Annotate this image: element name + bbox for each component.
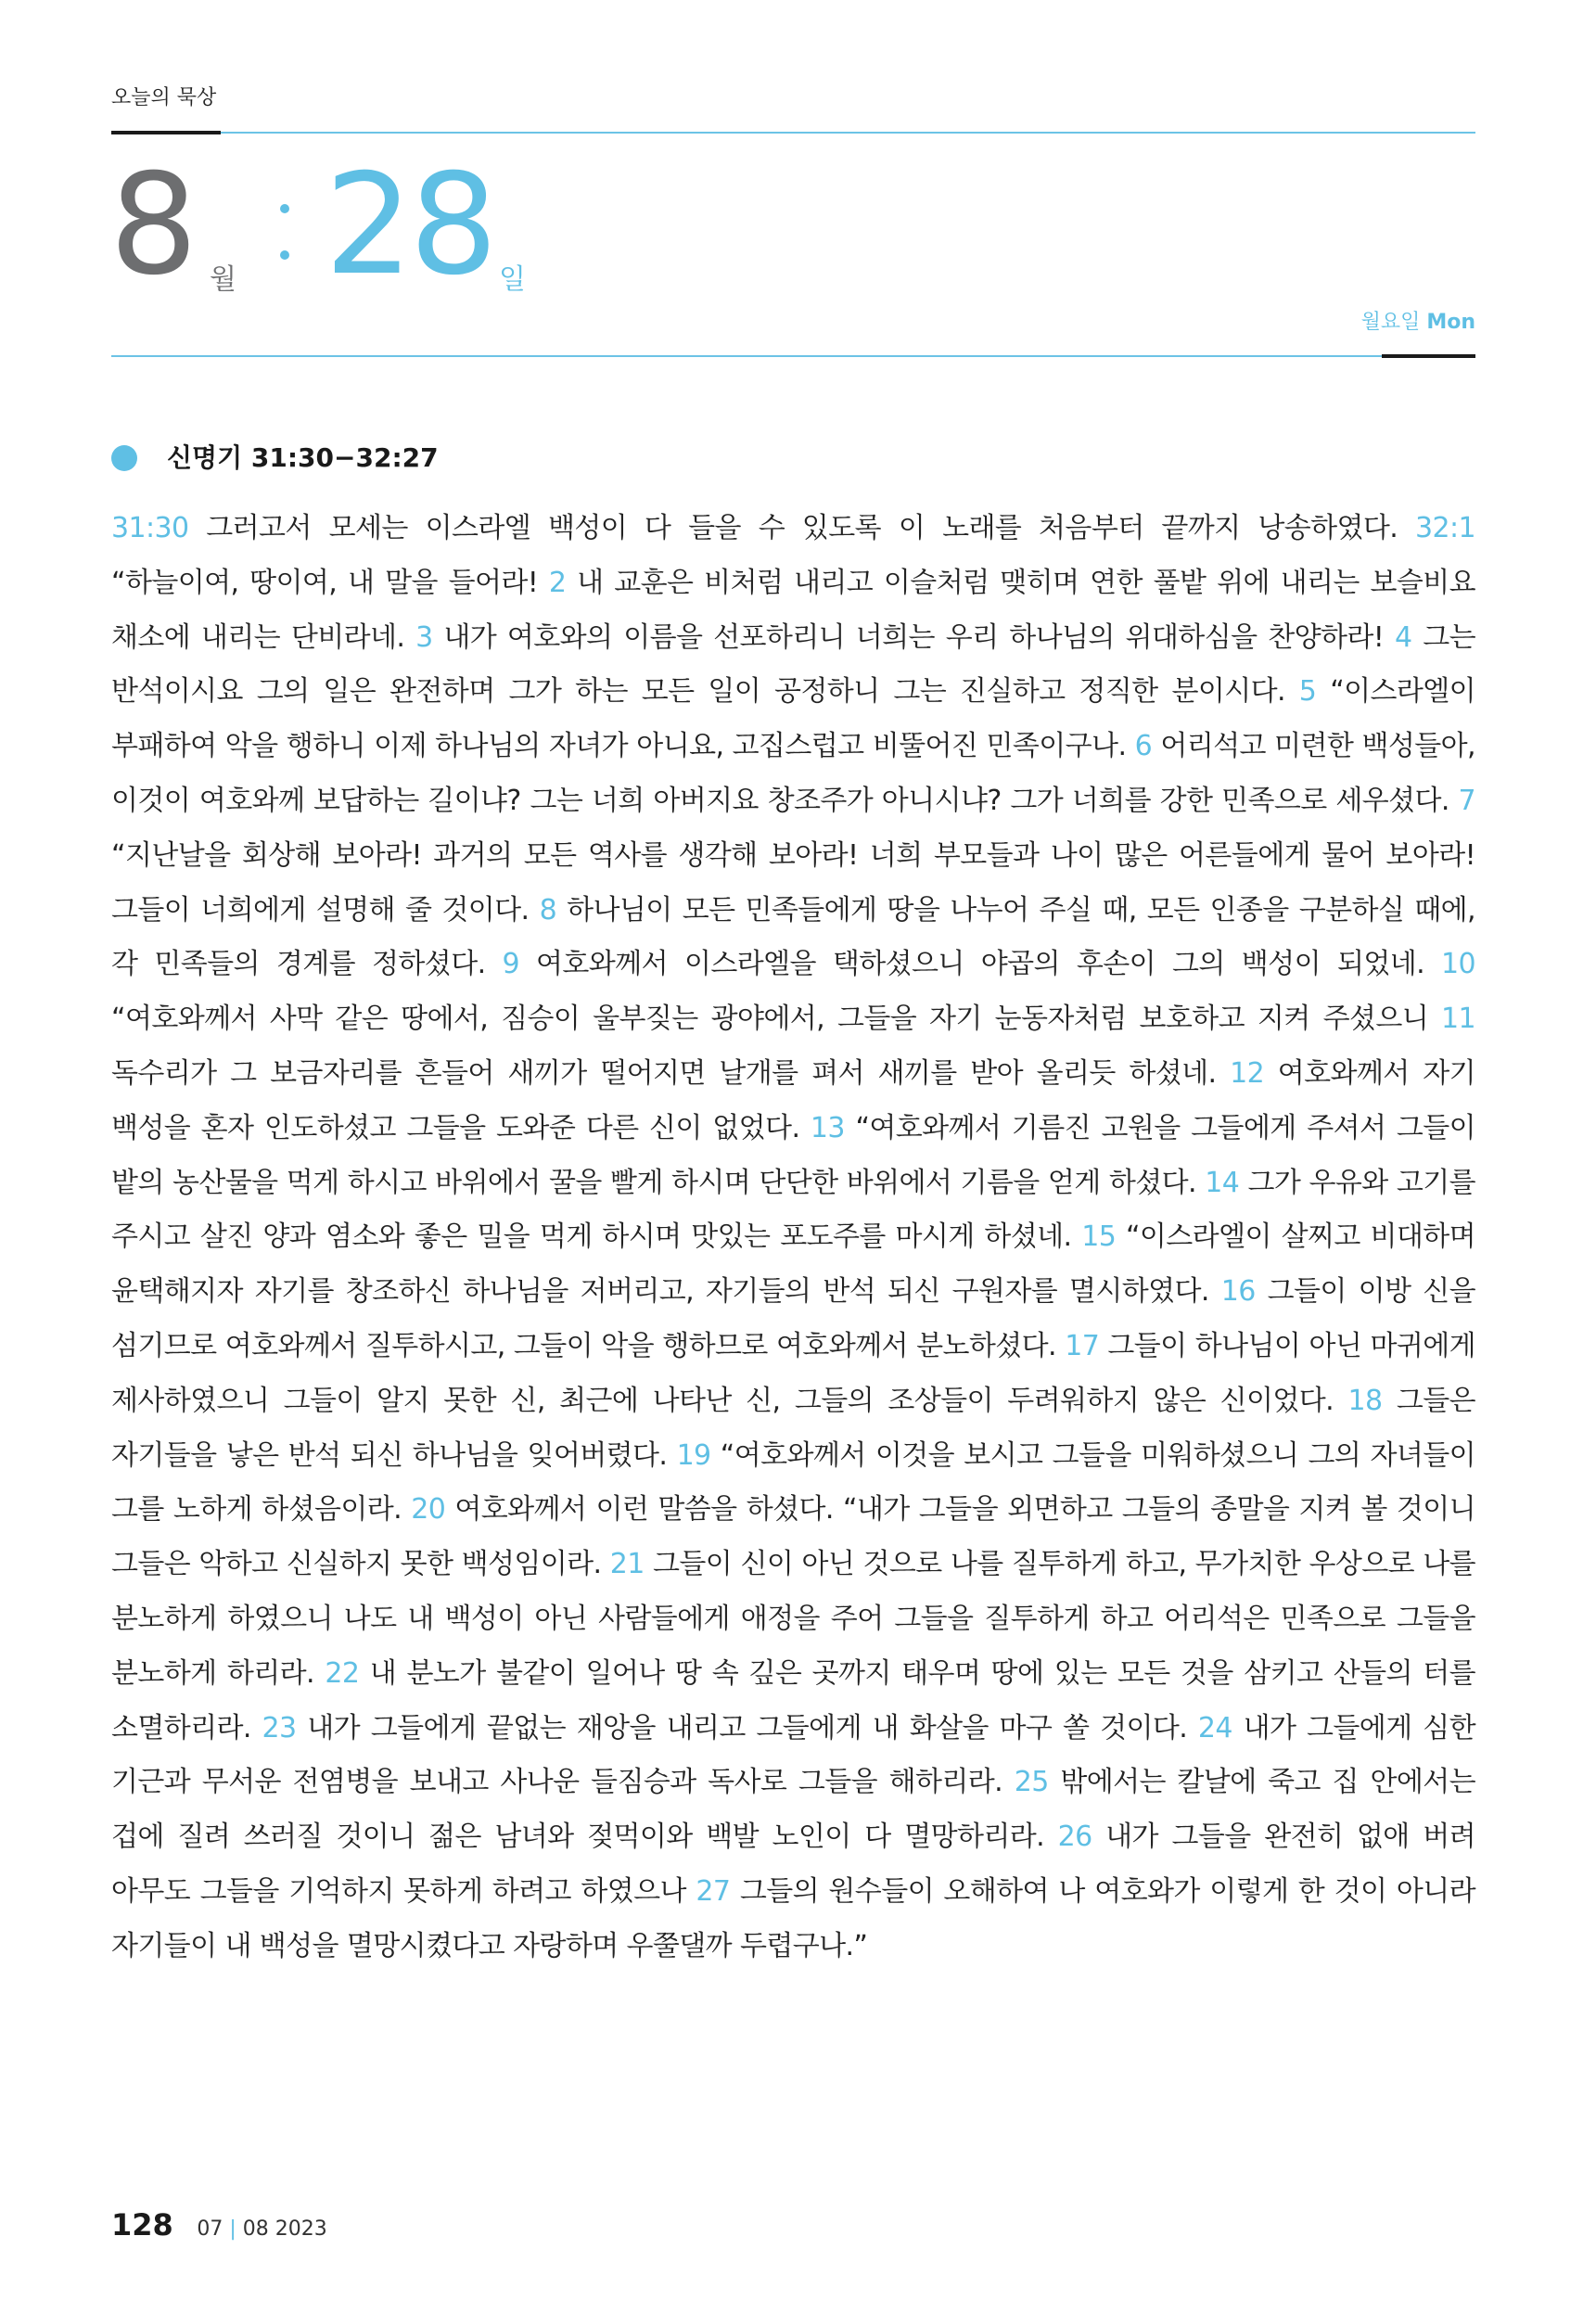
verse-text: 그들이 신이 아닌 것으로 나를 질투하게 하고, 무가치한 우상으로 나를 분노하게 하였으니 나도 내 백성이 아닌 사람들에게 애정을 주어 그들을 질투하게 하고 어리석은 민족으로 그들을 분노하게 하리라.	[111, 1548, 1476, 1690]
verse-text: 어리석고 미련한 백성들아, 이것이 여호와께 보답하는 길이냐? 그는 너희 아버지요 창조주가 아니시냐? 그가 너희를 강한 민족으로 세우셨다.	[111, 730, 1475, 817]
verse-number: 23	[262, 1711, 297, 1744]
month-unit: 월	[210, 263, 236, 296]
verse-text: 그들은 자기들을 낳은 반석 되신 하나님을 잊어버렸다.	[111, 1384, 1475, 1472]
verse-text: 그들이 이방 신을 섬기므로 여호와께서 질투하시고, 그들이 악을 행하므로 여호와께서 분노하셨다.	[111, 1275, 1476, 1362]
verse-number: 6	[1134, 730, 1153, 763]
verse-number: 9	[502, 948, 520, 981]
verse-number: 8	[539, 893, 557, 926]
verse-text: 여호와께서 자기 백성을 혼자 인도하셨고 그들을 도와준 다른 신이 없었다.	[111, 1056, 1475, 1144]
verse-text: 독수리가 그 보금자리를 흔들어 새끼가 떨어지면 날개를 펴서 새끼를 받아 올리듯 하셨네.	[111, 1056, 1217, 1090]
verse-number: 11	[1441, 1003, 1476, 1036]
verse-number: 17	[1065, 1329, 1100, 1362]
verse-text: 하나님이 모든 민족들에게 땅을 나누어 주실 때, 모든 인종을 구분하실 때에, 각 민족들의 경계를 정하셨다.	[111, 893, 1475, 981]
verse-text: “여호와께서 이것을 보시고 그들을 미워하셨으니 그의 자녀들이 그를 노하게 하셨음이라.	[111, 1438, 1475, 1527]
verse-number: 32:1	[1415, 512, 1475, 544]
verse-text: “여호와께서 사막 같은 땅에서, 짐승이 울부짖는 광야에서, 그들을 자기 눈동자처럼 보호하고 지켜 주셨으니	[111, 1003, 1429, 1036]
bullet-dot-icon	[111, 445, 137, 471]
passage-reference: 신명기 31:30−32:27	[167, 442, 439, 473]
verse-number: 20	[411, 1493, 446, 1527]
divider-rule-blue	[111, 355, 1382, 357]
issue-separator: |	[229, 2217, 236, 2241]
verse-text: 그가 우유와 고기를 주시고 살진 양과 염소와 좋은 밀을 먹게 하시며 맛있는 포도주를 마시게 하셨네.	[111, 1166, 1475, 1254]
verse-text: “여호와께서 기름진 고원을 그들에게 주셔서 그들이 밭의 농산물을 먹게 하시고 바위에서 꿀을 빨게 하시며 단단한 바위에서 기름을 얻게 하셨다.	[111, 1111, 1476, 1199]
issue-months: 07	[197, 2217, 223, 2241]
verse-number: 12	[1230, 1056, 1265, 1090]
scripture-text	[111, 502, 1475, 1974]
issue-year: 08 2023	[242, 2217, 327, 2241]
verse-text: 여호와께서 이스라엘을 택하셨으니 야곱의 후손이 그의 백성이 되었네.	[536, 948, 1425, 981]
verse-text: 밖에서는 칼날에 죽고 집 안에서는 겁에 질려 쓰러질 것이니 젊은 남녀와 젖먹이와 백발 노인이 다 멸망하리라.	[111, 1766, 1476, 1854]
day-number: 28	[325, 145, 494, 306]
verse-text: 그들의 원수들이 오해하여 나 여호와가 이렇게 한 것이 아니라 자기들이 내 백성을 멸망시켰다고 자랑하며 우쭐댈까 두렵구나.”	[111, 1874, 1476, 1962]
date-colon	[280, 204, 289, 267]
verse-number: 25	[1014, 1766, 1049, 1799]
weekday-ko: 월요일	[1360, 311, 1421, 334]
section-label: 오늘의 묵상	[111, 86, 217, 109]
verse-number: 19	[676, 1438, 711, 1472]
verse-text: 내가 그들에게 끝없는 재앙을 내리고 그들에게 내 화살을 마구 쏠 것이다.	[307, 1711, 1188, 1744]
verse-number: 10	[1441, 948, 1476, 981]
verse-text: 내 교훈은 비처럼 내리고 이슬처럼 맺히며 연한 풀밭 위에 내리는 보슬비요 채소에 내리는 단비라네.	[111, 566, 1475, 654]
verse-number: 24	[1197, 1711, 1232, 1744]
verse-text: 그는 반석이시요 그의 일은 완전하며 그가 하는 모든 일이 공정하니 그는 진실하고 정직한 분이시다.	[111, 620, 1476, 709]
verse-number: 3	[415, 620, 433, 654]
issue-info	[197, 2217, 326, 2241]
verse-number: 13	[810, 1111, 845, 1144]
verse-number: 7	[1458, 784, 1475, 817]
page-number: 128	[111, 2207, 173, 2242]
verse-text: 내 분노가 불같이 일어나 땅 속 깊은 곳까지 태우며 땅에 있는 모든 것을 삼키고 산들의 터를 소멸하리라.	[111, 1656, 1475, 1744]
header-rule-black	[111, 131, 221, 134]
verse-number: 2	[548, 566, 567, 599]
verse-number: 27	[696, 1874, 731, 1908]
verse-text: “지난날을 회상해 보아라! 과거의 모든 역사를 생각해 보아라! 너희 부모들과 나이 많은 어른들에게 물어 보아라! 그들이 너희에게 설명해 줄 것이다.	[111, 838, 1475, 926]
verse-number: 15	[1081, 1220, 1117, 1254]
verse-text: 내가 여호와의 이름을 선포하리니 너희는 우리 하나님의 위대하심을 찬양하라!	[443, 620, 1385, 654]
verse-number: 5	[1298, 675, 1317, 709]
verse-number: 4	[1394, 620, 1412, 654]
month-number: 8	[109, 145, 195, 306]
day-unit: 일	[499, 263, 526, 296]
verse-number: 21	[609, 1548, 645, 1581]
verse-number: 16	[1220, 1275, 1256, 1309]
verse-number: 22	[325, 1656, 360, 1690]
verse-text: 내가 그들을 완전히 없애 버려 아무도 그들을 기억하지 못하게 하려고 하였으나	[111, 1821, 1476, 1908]
weekday	[1361, 306, 1475, 335]
verse-text: “하늘이여, 땅이여, 내 말을 들어라!	[111, 566, 539, 599]
verse-number: 31:30	[111, 512, 189, 544]
header-rule-blue	[221, 132, 1475, 134]
verse-text: 여호와께서 이런 말씀을 하셨다. “내가 그들을 외면하고 그들의 종말을 지켜 볼 것이니 그들은 악하고 신실하지 못한 백성임이라.	[111, 1493, 1476, 1581]
weekday-en: Mon	[1426, 311, 1475, 334]
divider-rule-black	[1382, 354, 1475, 358]
verse-text: 그들이 하나님이 아닌 마귀에게 제사하였으니 그들이 알지 못한 신, 최근에 나타난 신, 그들의 조상들이 두려워하지 않은 신이었다.	[111, 1329, 1476, 1417]
verse-text: “이스라엘이 살찌고 비대하며 윤택해지자 자기를 창조하신 하나님을 저버리고, 자기들의 반석 되신 구원자를 멸시하였다.	[111, 1220, 1476, 1309]
page-footer	[111, 2207, 327, 2242]
verse-number: 26	[1057, 1821, 1092, 1854]
verse-number: 18	[1347, 1384, 1383, 1417]
verse-number: 14	[1205, 1166, 1240, 1199]
verse-text: “이스라엘이 부패하여 악을 행하니 이제 하나님의 자녀가 아니요, 고집스럽고 비뚤어진 민족이구나.	[111, 675, 1476, 763]
verse-text: 그러고서 모세는 이스라엘 백성이 다 들을 수 있도록 이 노래를 처음부터 끝까지 낭송하였다.	[206, 512, 1398, 544]
verse-text: 내가 그들에게 심한 기근과 무서운 전염병을 보내고 사나운 들짐승과 독사로 그들을 해하리라.	[111, 1711, 1475, 1799]
